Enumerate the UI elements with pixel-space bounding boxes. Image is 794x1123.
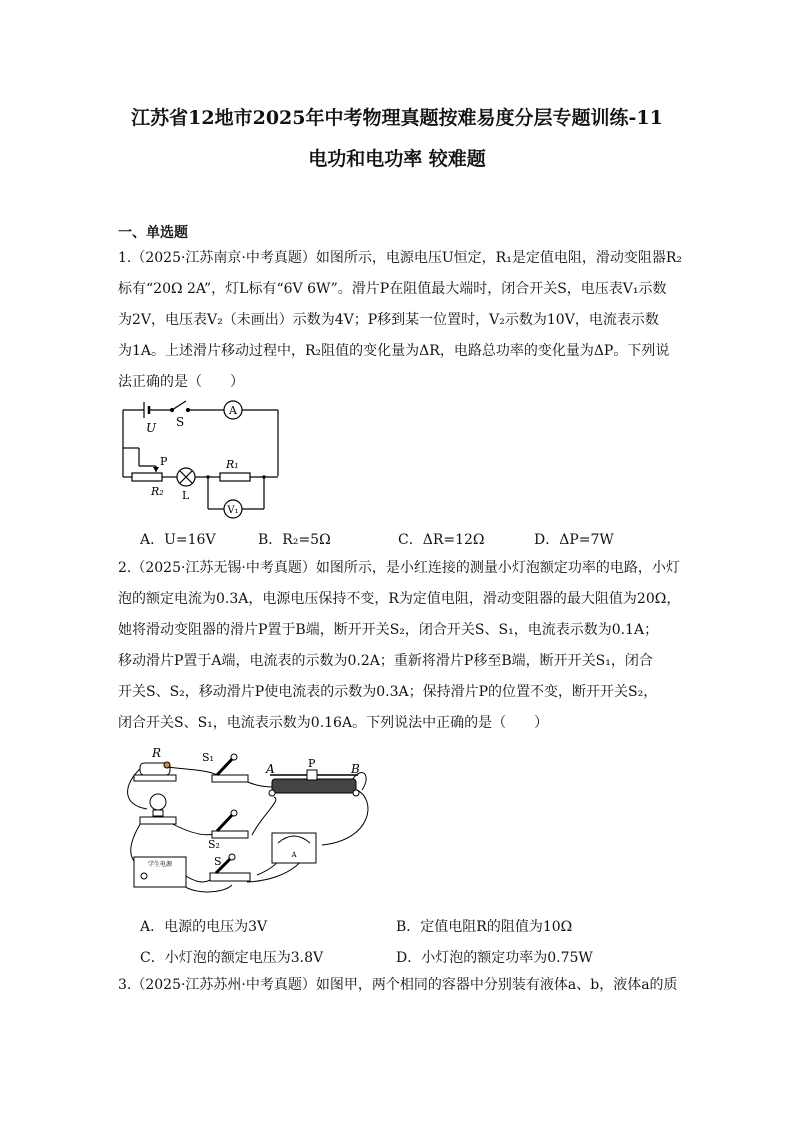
resistor-label: R₁	[226, 458, 239, 471]
option-c[interactable]: C．小灯泡的额定电压为3.8V	[140, 950, 324, 966]
svg-text:A: A	[291, 851, 297, 859]
question-2-line: 闭合开关S、S₁，电流表示数为0.16A。下列说法中正确的是（ ）	[118, 715, 549, 731]
page-title-line1: 江苏省12地市2025年中考物理真题按难易度分层专题训练-11	[131, 107, 663, 129]
question-1-line: 为2V，电压表V₂（未画出）示数为4V；P移到某一位置时，V₂示数为10V，电流表示数	[118, 312, 659, 328]
option-d[interactable]: D．小灯泡的额定功率为0.75W	[396, 950, 593, 966]
option-d[interactable]: D．ΔP=7W	[534, 532, 614, 548]
question-2-circuit-photo	[122, 745, 382, 903]
power-supply-label: 学生电源	[147, 861, 173, 868]
switch-s1-label: S₁	[202, 751, 214, 764]
question-1-circuit-diagram	[116, 398, 296, 523]
option-c[interactable]: C．ΔR=12Ω	[398, 532, 485, 548]
question-3	[118, 970, 678, 1001]
option-a[interactable]: A．电源的电压为3V	[140, 919, 268, 935]
question-2-line: 她将滑动变阻器的滑片P置于B端，断开开关S₂，闭合开关S、S₁，电流表示数为0.1A；	[118, 622, 659, 638]
section-heading: 一、单选题	[118, 225, 188, 241]
question-3-line: 3.（2025·江苏苏州·中考真题）如图甲，两个相同的容器中分别装有液体a、b，液体a的质	[118, 977, 678, 993]
terminal-a-label: A	[266, 762, 275, 776]
page-title-line2: 电功和电功率 较难题	[308, 148, 486, 170]
option-b[interactable]: B．定值电阻R的阻值为10Ω	[396, 919, 573, 935]
slider-p-label: P	[308, 757, 316, 770]
question-1-line: 标有“20Ω 2A”，灯L标有“6V 6W”。滑片P在阻值最大端时，闭合开关S，电压表V₁示数	[118, 281, 667, 297]
switch-s2-label: S₂	[208, 838, 220, 851]
question-1-line: 法正确的是（ ）	[118, 374, 244, 390]
rheostat-label: R₂	[151, 485, 164, 498]
lamp-label: L	[182, 489, 190, 502]
voltmeter-label: V₁	[227, 505, 239, 516]
question-1-line: 为1A。上述滑片移动过程中，R₂阻值的变化量为ΔR，电路总功率的变化量为ΔP。下列说	[118, 343, 670, 359]
slider-label: P	[160, 455, 168, 468]
switch-s-label: S	[214, 855, 222, 868]
question-2-options	[140, 916, 720, 966]
question-2-line: 2.（2025·江苏无锡·中考真题）如图所示，是小红连接的测量小灯泡额定功率的电路，小灯	[118, 560, 680, 576]
terminal-b-label: B	[351, 762, 360, 776]
battery-label: U	[146, 421, 157, 435]
question-2-line: 泡的额定电流为0.3A，电源电压保持不变，R为定值电阻，滑动变阻器的最大阻值为20Ω，	[118, 591, 681, 607]
question-2	[118, 553, 681, 739]
option-b[interactable]: B．R₂=5Ω	[258, 532, 331, 548]
option-a[interactable]: A．U=16V	[140, 532, 216, 548]
question-1-line: 1.（2025·江苏南京·中考真题）如图所示，电源电压U恒定，R₁是定值电阻，滑动变阻器R₂	[118, 250, 682, 266]
question-1	[118, 243, 682, 398]
switch-label: S	[176, 415, 185, 429]
question-2-line: 移动滑片P置于A端，电流表的示数为0.2A；重新将滑片P移至B端，断开开关S₁，闭合	[118, 653, 653, 669]
resistor-r-label: R	[152, 746, 162, 760]
question-2-line: 开关S、S₂，移动滑片P使电流表的示数为0.3A；保持滑片P的位置不变，断开开关S₂，	[118, 684, 658, 700]
ammeter-label: A	[229, 404, 237, 417]
